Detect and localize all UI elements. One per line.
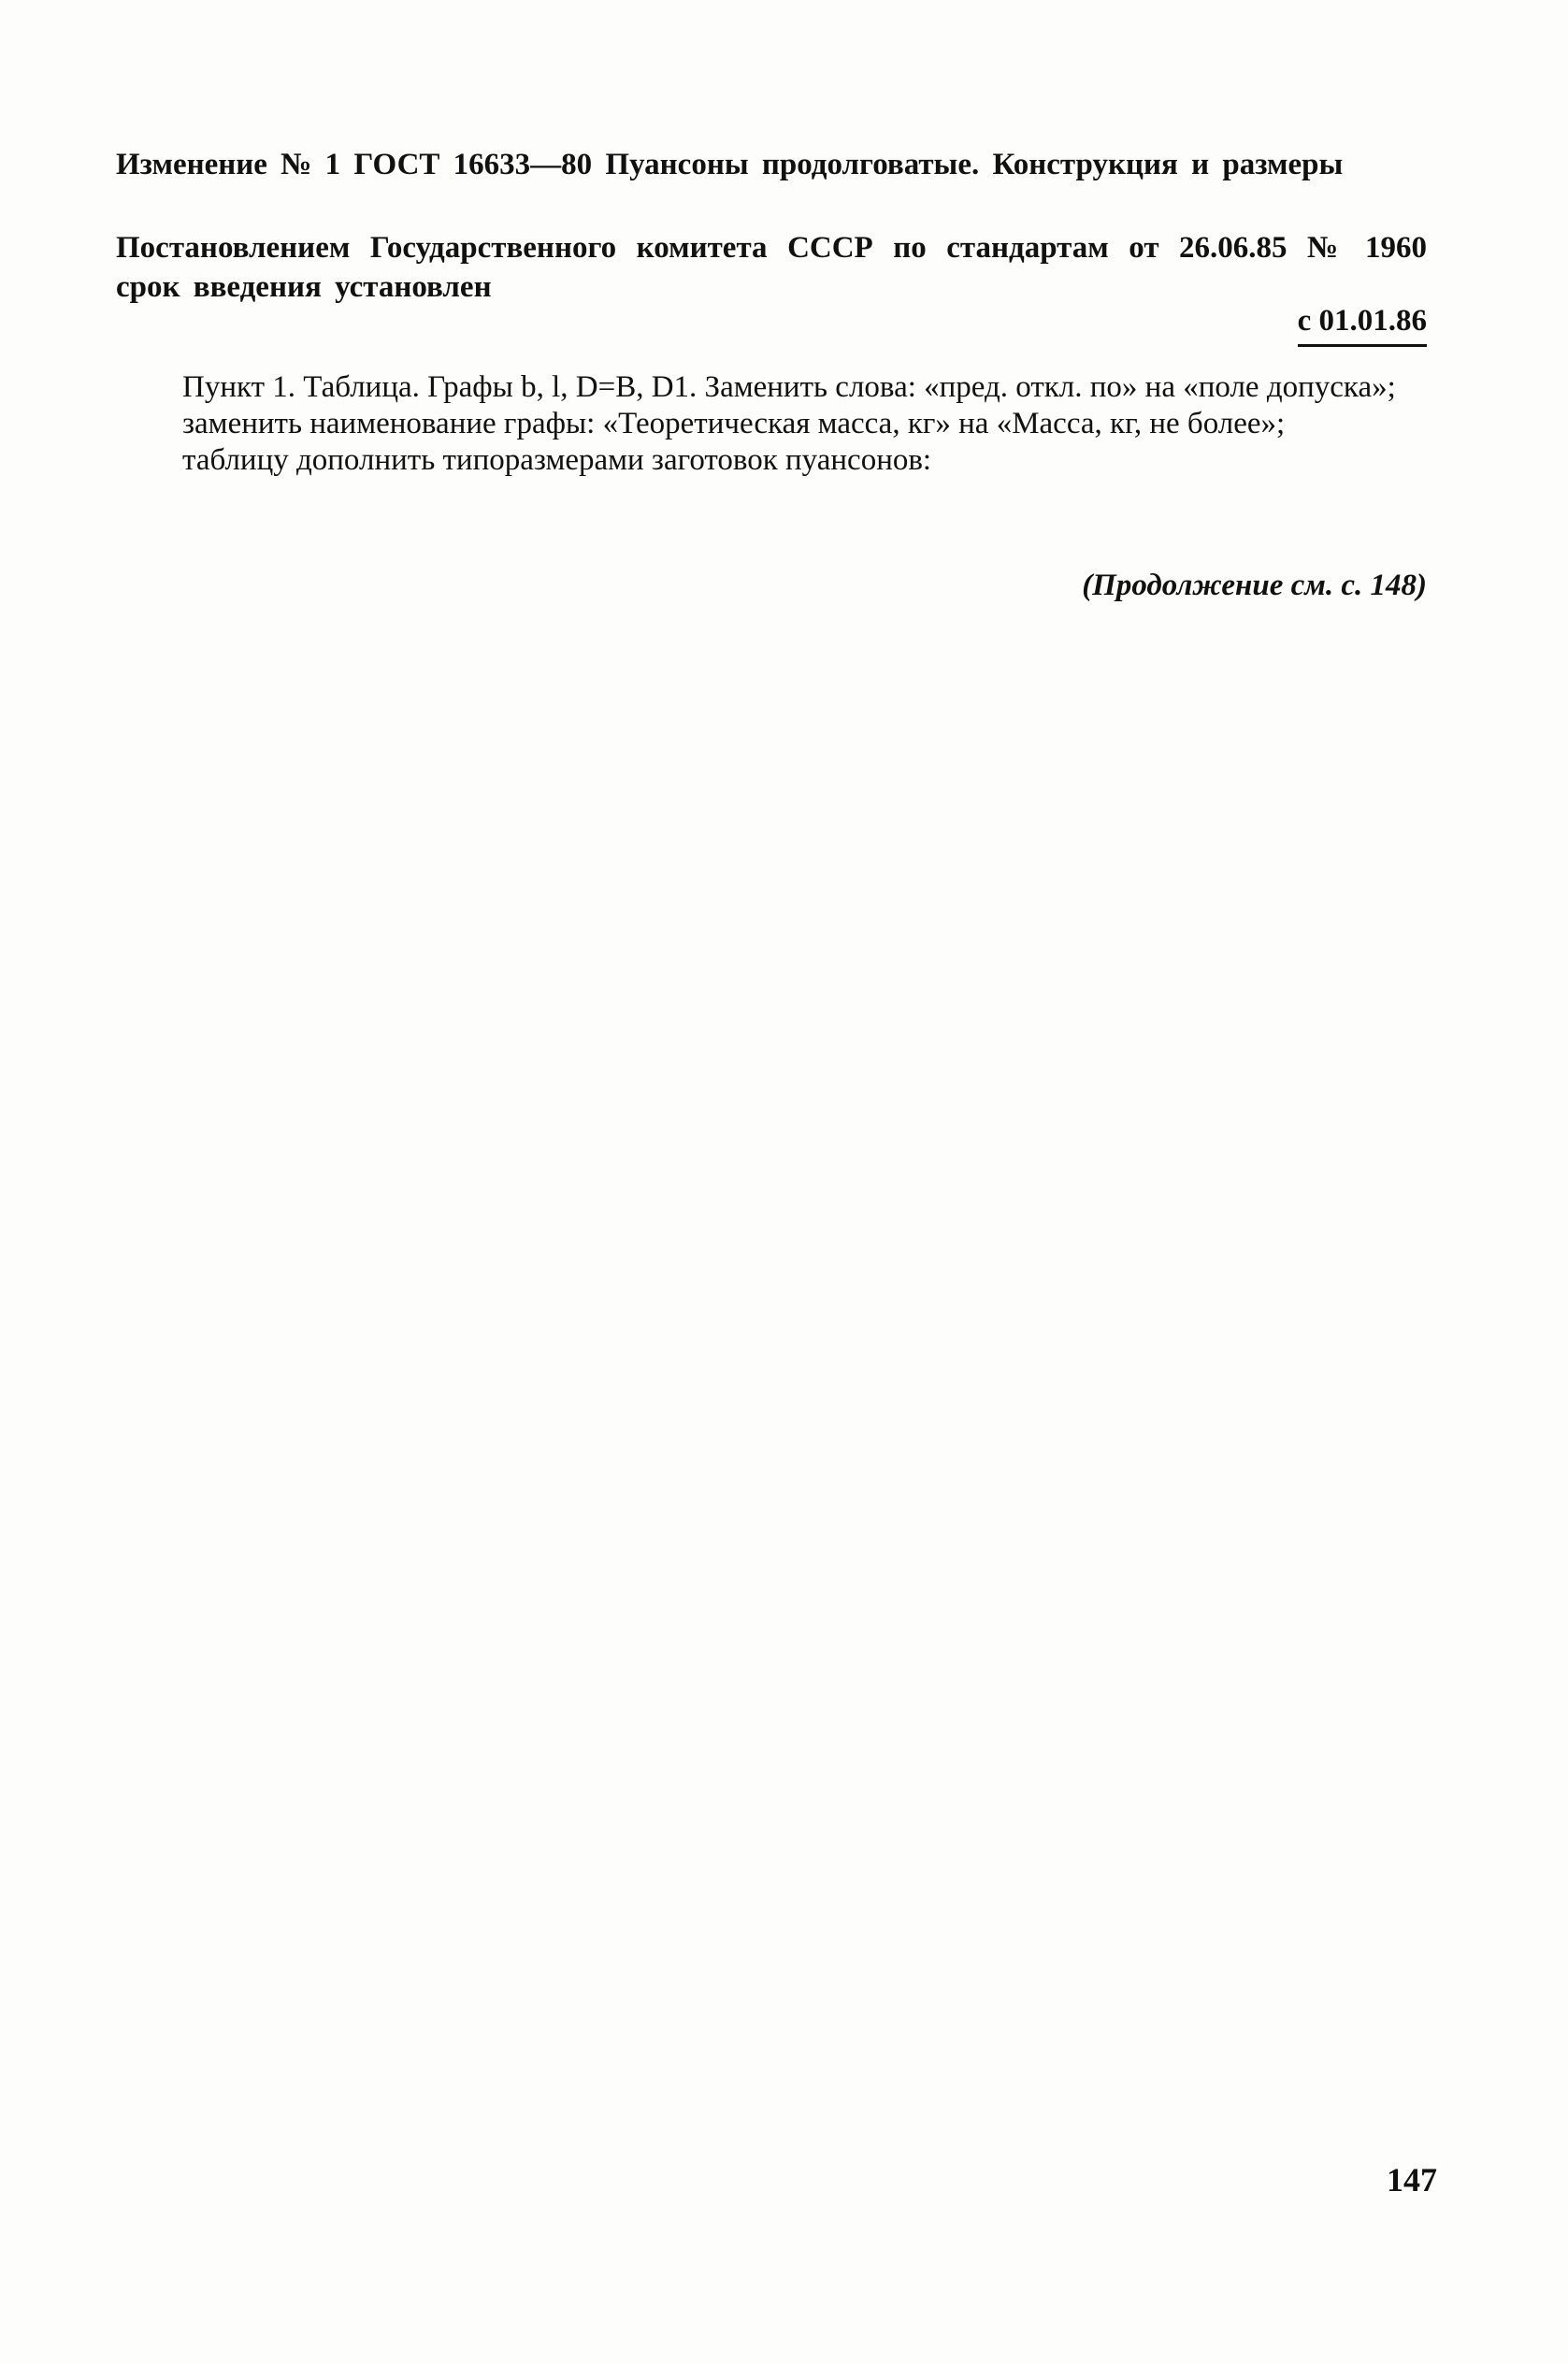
amendment-text [116, 369, 1427, 479]
page-number: 147 [1387, 2161, 1437, 2198]
continuation-note: (Продолжение см. с. 148) [1082, 569, 1427, 602]
change-notice-title: Изменение № 1 ГОСТ 16633—80 Пуансоны продолговатые. Конструкция и размеры [116, 148, 1344, 181]
paragraph-item-2: заменить наименование графы: «Теоретическая масса, кг» на «Масса, кг, не более»; [182, 407, 1286, 440]
decree-statement: Постановлением Государственного комитета СССР по стандартам от 26.06.85 № 1960 срок введения установлен [116, 231, 1427, 304]
paragraph-item-1: Пункт 1. Таблица. Графы b, l, D=B, D1. Заменить слова: «пред. откл. по» на «поле допуска»; [182, 370, 1396, 404]
paragraph-item-3: таблицу дополнить типоразмерами заготовок пуансонов: [182, 443, 932, 477]
effective-date: с 01.01.86 [1298, 301, 1427, 347]
